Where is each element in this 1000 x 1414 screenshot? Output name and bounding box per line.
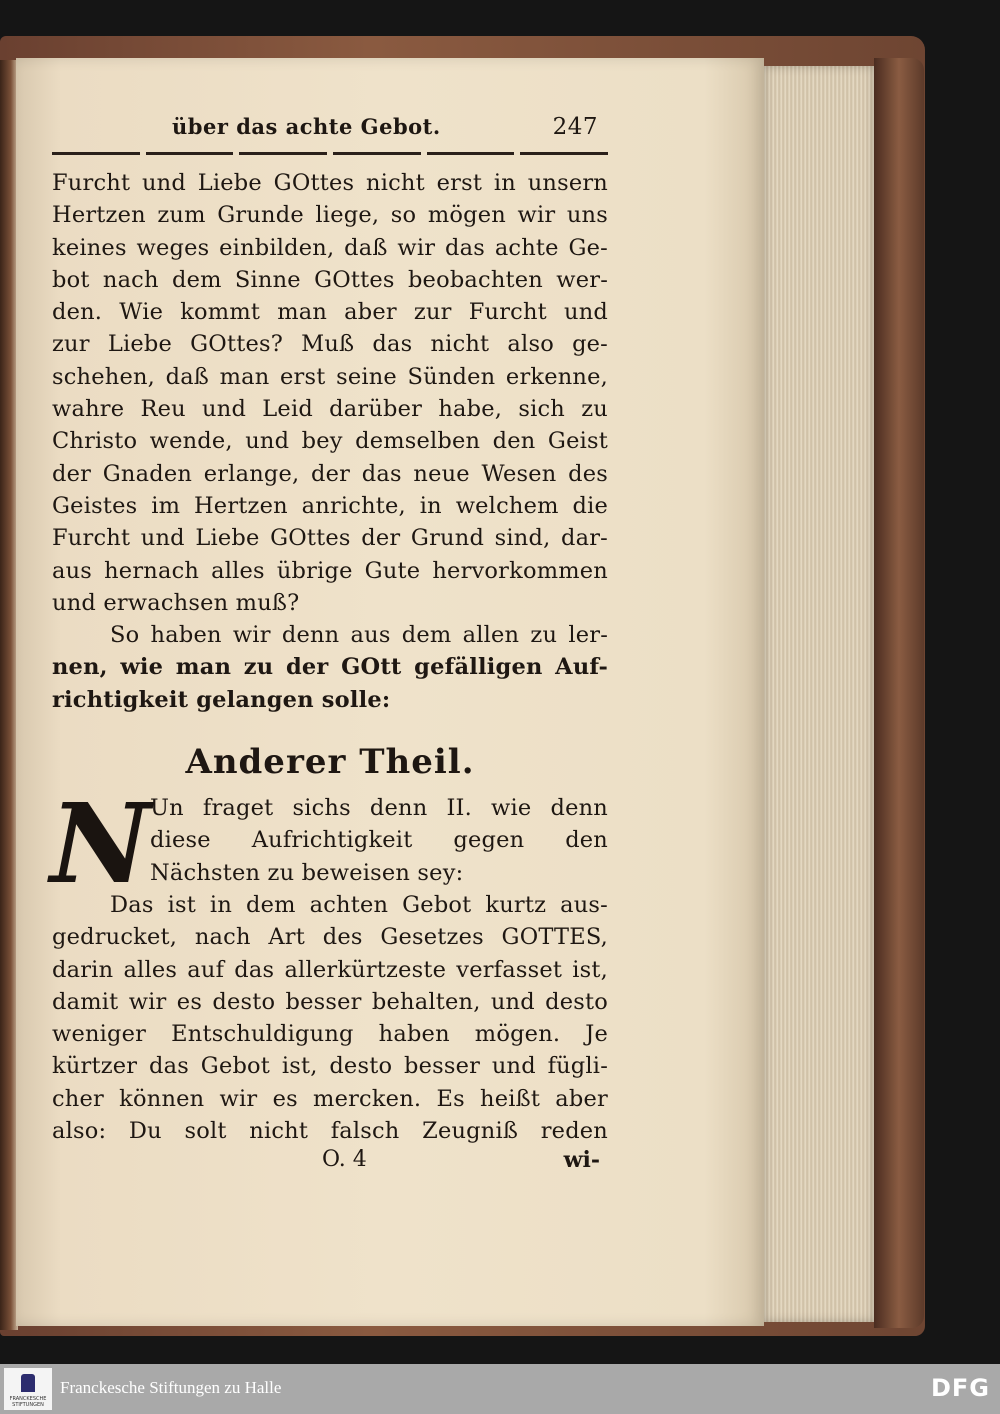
building-icon [21,1374,35,1392]
text-line: den. Wie kommt man aber zur Furcht und [52,299,608,326]
logo-caption: FRANCKESCHE STIFTUNGEN [9,1396,47,1408]
text-line: kürtzer das Gebot ist, desto besser und fügli- [52,1053,608,1080]
book-cover-edge [874,58,924,1328]
institution-name[interactable]: Franckesche Stiftungen zu Halle [60,1378,282,1397]
text-line: diese Aufrichtigkeit gegen den [150,827,608,854]
page-number: 247 [552,114,598,140]
text-line: cher können wir es mercken. Es heißt aber [52,1085,608,1112]
footer-bar [0,1364,1000,1414]
text-line: So haben wir denn aus dem allen zu ler- [110,622,608,649]
page-text [52,110,608,1181]
text-line: Das ist in dem achten Gebot kurtz aus- [110,891,608,918]
text-line: weniger Entschuldigung haben mögen. Je [52,1021,608,1048]
text-line: wahre Reu und Leid darüber habe, sich zu [52,396,608,423]
institution-logo[interactable] [4,1368,52,1410]
catchword: wi- [563,1147,600,1174]
text-line: Furcht und Liebe GOttes der Grund sind, dar- [52,525,608,552]
section-heading: Anderer Theil. [185,742,475,783]
text-line: also: Du solt nicht falsch Zeugniß reden [52,1118,608,1145]
text-line: schehen, daß man erst seine Sünden erkenne, [52,363,608,390]
text-line: aus hernach alles übrige Gute hervorkommen [52,557,608,584]
text-line: Un fraget sichs denn II. wie denn [150,795,608,822]
text-line: gedrucket, nach Art des Gesetzes GOTTES, [52,924,608,951]
page-foot [52,1147,608,1181]
text-line: der Gnaden erlange, der das neue Wesen des [52,460,608,487]
drop-cap: N [50,779,151,909]
text-line: darin alles auf das allerkürtzeste verfasset ist, [52,956,608,983]
dfg-logo[interactable]: DFG [930,1374,990,1402]
text-line: zur Liebe GOttes? Muß das nicht also ge- [52,331,608,358]
text-line: Hertzen zum Grunde liege, so mögen wir uns [52,202,608,229]
text-line: nen, wie man zu der GOtt gefälligen Auf- [52,654,608,681]
signature-mark: O. 4 [322,1147,367,1173]
text-line: Nächsten zu beweisen sey: [150,859,464,886]
text-line: bot nach dem Sinne GOttes beobachten wer- [52,266,608,293]
text-line: damit wir es desto besser behalten, und desto [52,988,608,1015]
page-edges [764,66,874,1322]
running-title: über das achte Gebot. [172,114,441,139]
text-line: Geistes im Hertzen anrichte, in welchem die [52,492,608,519]
running-head [52,110,608,154]
text-line: Furcht und Liebe GOttes nicht erst in unsern [52,170,608,196]
text-line: Christo wende, und bey demselben den Geist [52,428,608,455]
text-line: richtigkeit gelangen solle: [52,686,391,713]
text-line: keines weges einbilden, daß wir das achte Ge- [52,234,608,261]
text-line: und erwachsen muß? [52,589,300,616]
